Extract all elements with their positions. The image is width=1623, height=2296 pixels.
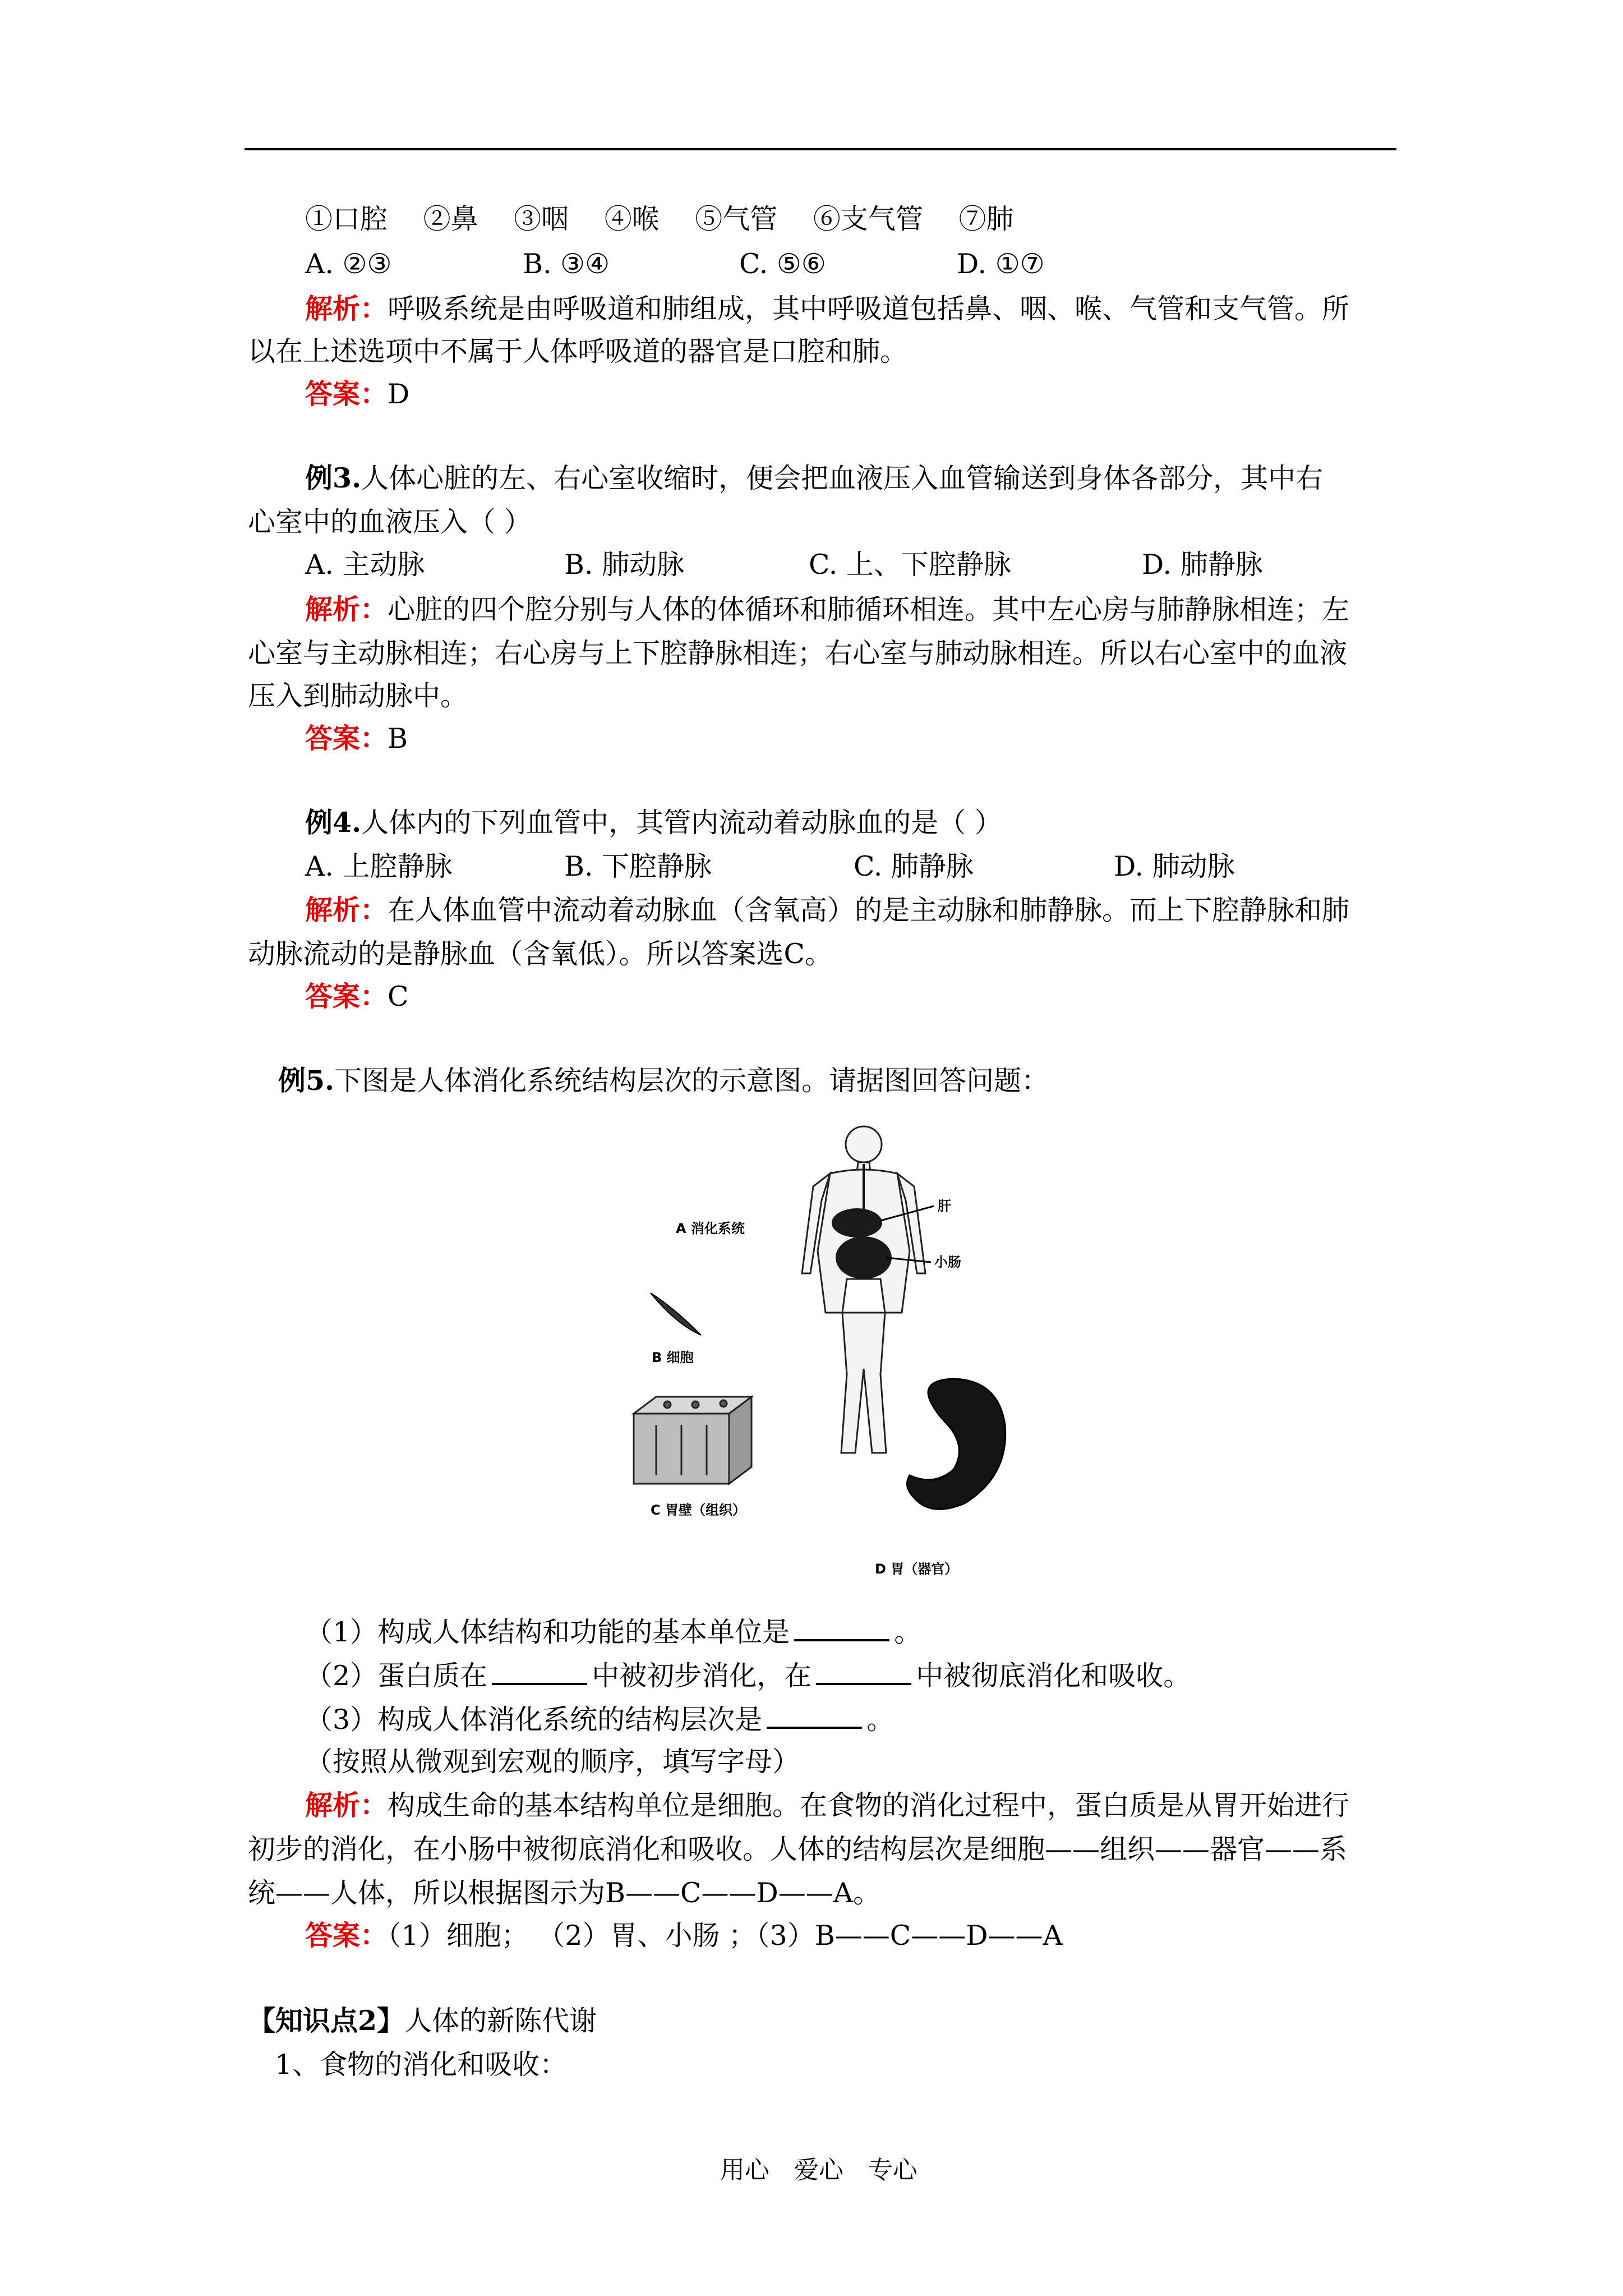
knowledge-point-number: 【知识点2】	[248, 2004, 405, 2037]
analysis-label: 解析：	[305, 292, 388, 325]
q4-analysis-text-2: 动脉流动的是静脉血（含氧低）。所以答案选C。	[248, 938, 832, 970]
q2-analysis-text-2: 以在上述选项中不属于人体呼吸道的器官是口腔和肺。	[248, 335, 908, 367]
q3-analysis-text-1: 心脏的四个腔分别与人体的体循环和肺循环相连。其中左心房与肺静脉相连；左	[388, 593, 1350, 625]
q3-stem-text-1: 人体心脏的左、右心室收缩时，便会把血液压入血管输送到身体各部分，其中右	[361, 462, 1324, 494]
q3-analysis	[305, 593, 1350, 625]
q2-analysis	[305, 292, 1350, 325]
answer-blank[interactable]	[767, 1704, 862, 1729]
analysis-label: 解析：	[305, 1789, 388, 1821]
q5-analysis-text-1: 构成生命的基本结构单位是细胞。在食物的消化过程中，蛋白质是从胃开始进行	[388, 1789, 1350, 1821]
q5-sub3	[305, 1704, 895, 1736]
header-rule	[245, 148, 1396, 150]
q5-sub2	[305, 1660, 1191, 1690]
knowledge-point-title	[248, 2004, 597, 2037]
figure-label-liver: 肝	[938, 1198, 951, 1214]
q5-analysis-text-3: 统——人体，所以根据图示为B——C——D——A。	[248, 1877, 881, 1909]
answer-blank[interactable]	[492, 1660, 587, 1685]
analysis-label: 解析：	[305, 593, 388, 625]
q2-answer-value: D	[388, 378, 410, 410]
q3-analysis-text-2: 心室与主动脉相连；右心房与上下腔静脉相连；右心室与肺动脉相连。所以右心室中的血液	[248, 637, 1348, 669]
q2-items: ①口腔 ②鼻 ③咽 ④喉 ⑤气管 ⑥支气管 ⑦肺	[305, 203, 1014, 235]
figure-label-d: D 胃（器官）	[875, 1561, 958, 1577]
q5-stem	[278, 1064, 1049, 1097]
cell-icon	[651, 1293, 701, 1335]
q4-option-d: D. 肺动脉	[1114, 850, 1235, 882]
q3-option-c: C. 上、下腔静脉	[809, 549, 1011, 581]
answer-label: 答案：	[305, 722, 388, 754]
q4-number: 例4.	[305, 806, 362, 839]
q3-number: 例3.	[305, 462, 362, 494]
answer-label: 答案：	[305, 1919, 388, 1952]
tissue-block-icon	[634, 1397, 751, 1484]
q5-sub1-end: 。	[894, 1616, 922, 1648]
q4-answer	[305, 980, 409, 1013]
answer-label: 答案：	[305, 378, 388, 410]
q2-option-b: B. ③④	[523, 248, 610, 280]
knowledge-item-1: 1、食物的消化和吸收：	[275, 2049, 568, 2081]
q3-option-d: D. 肺静脉	[1142, 549, 1263, 581]
q5-stem-text: 下图是人体消化系统结构层次的示意图。请据图回答问题：	[334, 1065, 1049, 1097]
q2-option-a: A. ②③	[305, 248, 392, 280]
q4-option-c: C. 肺静脉	[854, 850, 974, 882]
q5-sub2-end: 中被彻底消化和吸收。	[916, 1660, 1191, 1692]
figure-label-small-intestine: 小肠	[934, 1254, 961, 1270]
q4-stem-text: 人体内的下列血管中，其管内流动着动脉血的是（ ）	[361, 807, 1002, 839]
q2-option-d: D. ①⑦	[957, 248, 1045, 280]
answer-blank[interactable]	[794, 1617, 889, 1641]
q4-stem	[305, 806, 1002, 839]
q2-answer	[305, 380, 409, 408]
page-footer: 用心 爱心 专心	[720, 2156, 917, 2184]
q3-answer-value: B	[388, 723, 408, 754]
q5-sub1	[305, 1617, 921, 1646]
figure-label-b: B 细胞	[652, 1350, 694, 1365]
knowledge-point-text: 人体的新陈代谢	[404, 2005, 597, 2037]
q2-analysis-text-1: 呼吸系统是由呼吸道和肺组成，其中呼吸道包括鼻、咽、喉、气管和支气管。所	[388, 293, 1350, 325]
q5-sub3-text: （3）构成人体消化系统的结构层次是	[305, 1704, 763, 1736]
q5-analysis	[305, 1789, 1350, 1821]
q3-stem	[305, 464, 1323, 492]
digestive-system-figure	[617, 1111, 1110, 1604]
q5-hint: （按照从微观到宏观的顺序，填写字母）	[305, 1746, 800, 1778]
analysis-label: 解析：	[305, 894, 388, 926]
q3-answer	[305, 722, 408, 754]
q2-option-c: C. ⑤⑥	[739, 248, 826, 280]
q5-sub3-end: 。	[866, 1704, 895, 1736]
q4-answer-value: C	[388, 981, 409, 1013]
figure-label-c: C 胃壁（组织）	[651, 1502, 746, 1518]
q4-analysis	[305, 896, 1349, 924]
stomach-icon	[907, 1379, 1006, 1509]
q5-number: 例5.	[278, 1064, 335, 1097]
q5-sub2-mid: 中被初步消化，在	[592, 1660, 812, 1692]
answer-blank[interactable]	[816, 1660, 911, 1685]
q3-stem-text-2: 心室中的血液压入（ ）	[248, 506, 532, 538]
q3-analysis-text-3: 压入到肺动脉中。	[248, 680, 468, 712]
q5-answer-value: （1）细胞； （2）胃、小肠 ；（3）B——C——D——A	[388, 1920, 1063, 1952]
q4-option-b: B. 下腔静脉	[564, 850, 712, 882]
q4-option-a: A. 上腔静脉	[305, 850, 453, 882]
q4-analysis-text-1: 在人体血管中流动着动脉血（含氧高）的是主动脉和肺静脉。而上下腔静脉和肺	[388, 894, 1350, 926]
q3-option-a: A. 主动脉	[305, 549, 425, 581]
q3-option-b: B. 肺动脉	[564, 549, 685, 581]
answer-label: 答案：	[305, 980, 388, 1013]
q5-sub1-text: （1）构成人体结构和功能的基本单位是	[305, 1616, 790, 1648]
q5-analysis-text-2: 初步的消化，在小肠中被彻底消化和吸收。人体的结构层次是细胞——组织——器官——系	[248, 1833, 1348, 1865]
figure-label-a: A 消化系统	[676, 1221, 745, 1236]
q5-answer	[305, 1919, 1063, 1952]
q5-sub2-text: （2）蛋白质在	[305, 1660, 488, 1692]
